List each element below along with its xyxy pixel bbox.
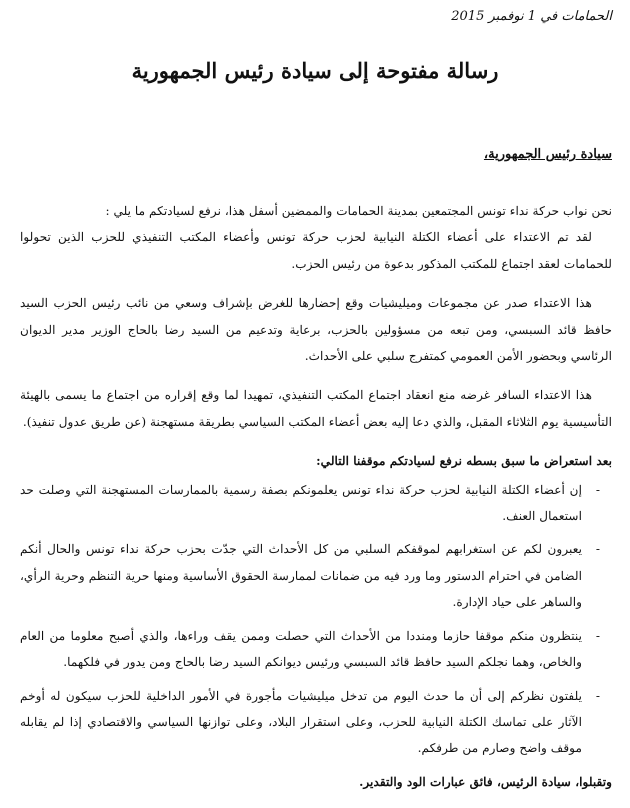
list-item — [20, 536, 612, 615]
bullet-dash: - — [595, 628, 600, 643]
list-item — [20, 623, 612, 676]
paragraph-3: هذا الاعتداء السافر غرضه منع انعقاد اجتماع المكتب التنفيذي، تمهيدا لما وقع إقراره من اجتماع ما يسمى بالهيئة التأسيسية يوم الثلاثاء المقبل، والذي دعا إليه بعض أعضاء المكتب السياسي بطريقة مستهجنة (عن طريق عدول تنفيذ). — [20, 388, 612, 429]
demands-list — [20, 477, 612, 762]
list-item-text: إن أعضاء الكتلة النيابية لحزب حركة نداء تونس يعلمونكم بصفة رسمية بالممارسات المستهجنة التي وصلت حد استعمال العنف. — [20, 482, 582, 524]
bullet-dash: - — [595, 688, 600, 703]
bullet-dash: - — [595, 542, 600, 557]
letter-title: رسالة مفتوحة إلى سيادة رئيس الجمهورية — [131, 58, 499, 83]
list-item-text: يلفتون نظركم إلى أن ما حدث اليوم من تدخل ميليشيات مأجورة في الأمور الداخلية للحزب سيكون له أوخم الآثار على تماسك الكتلة النيابية للحزب، وعلى استقرار البلاد، وعلى توازنها السياسي والاقتصادي إذا لم يقابله موقف واضح وصارم من طرفكم. — [20, 688, 582, 756]
letter-body — [20, 198, 612, 808]
paragraph-1: لقد تم الاعتداء على أعضاء الكتلة النيابية لحزب حركة تونس وأعضاء المكتب التنفيذي للحزب الذين تحولوا للحمامات لعقد اجتماع للمكتب المذكور بدعوة من رئيس الحزب. — [20, 230, 612, 271]
stance-heading: بعد استعراض ما سبق بسطه نرفع لسيادتكم موقفنا التالي: — [316, 454, 612, 469]
date-line: الحمامات في 1 نوفمبر 2015 — [451, 9, 612, 24]
salutation: سيادة رئيس الجمهورية، — [483, 147, 612, 162]
list-item — [20, 683, 612, 762]
list-item — [20, 477, 612, 530]
intro-paragraph: نحن نواب حركة نداء تونس المجتمعين بمدينة الحمامات والممضين أسفل هذا، نرفع لسيادتكم ما يلي : — [105, 204, 612, 218]
closing-line: وتقبلوا، سيادة الرئيس، فائق عبارات الود والتقدير. — [359, 774, 612, 789]
paragraph-2: هذا الاعتداء صدر عن مجموعات وميليشيات وقع إحضارها للغرض بإشراف وسعي من نائب رئيس الحزب السيد حافظ قائد السبسي، ومن تبعه من مسؤولين بالحزب، برعاية وتدعيم من السيد رضا بالحاج الوزير مدير الديوان الرئاسي وبحضور الأمن العمومي كمتفرج سلبي على الأحداث. — [20, 296, 612, 364]
bullet-dash: - — [595, 482, 600, 497]
list-item-text: يعبرون لكم عن استغرابهم لموقفكم السلبي من كل الأحداث التي جدّت بحزب حركة نداء تونس والحال أنكم الضامن في احترام الدستور وما ورد فيه من ضمانات لممارسة الحقوق الأساسية ومنها حرية التنظم وحرية الرأي، والساهر على حياد الإدارة. — [20, 542, 582, 610]
list-item-text: ينتظرون منكم موقفا حازما ومنددا من الأحداث التي حصلت وممن يقف وراءها، والذي أصبح معلوما من العام والخاص، وهما نجلكم السيد حافظ قائد السبسي ورئيس ديوانكم السيد رضا بالحاج ومن يدور في فلكهما. — [20, 628, 582, 670]
